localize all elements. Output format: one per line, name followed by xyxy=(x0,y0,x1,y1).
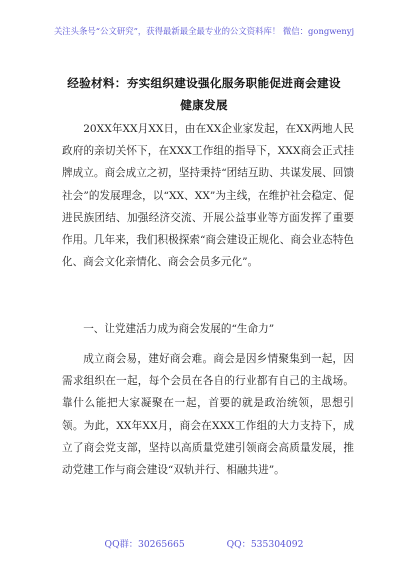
body-paragraph-2: 成立商会易，建好商会难。商会是因乡情聚集到一起，因需求组织在一起，每个会员在各自的行业都有自己的主战场。靠什么能把大家凝聚在一起，首要的就是政治统领，思想引领。为此，XX年XX月，商会在XXX工作组的大力支持下，成立了商会党支部，坚持以高质量党建引领商会高质量发展，推动党建工作与商会建设“双轨并行、相融共进”。 xyxy=(62,353,354,477)
footer-contact xyxy=(0,536,408,550)
body-paragraph-1: 20XX年XX月XX日，由在XX企业家发起，在XX两地人民政府的亲切关怀下，在XXX工作组的指导下，XXX商会正式挂牌成立。商会成立之初，坚持秉持“团结互助、共谋发展、回馈社会”的发展理念，以“XX、XX”为主线，在维护社会稳定、促进民族团结、加强经济交流、开展公益事业等方面发挥了重要作用。几年来，我们积极探索“商会建设正规化、商会业态特色化、商会文化亲情化、商会会员多元化”。 xyxy=(62,123,354,269)
header-promo-note: 关注头条号“公文研究”，获得最新最全最专业的公文资料库！ 微信：gongwenyj xyxy=(53,26,355,36)
footer-qq-contact: QQ：535304092 xyxy=(226,539,304,550)
section-heading-1: 一、让党建活力成为商会发展的“生命力” xyxy=(83,323,275,335)
intro-section xyxy=(62,118,354,273)
footer-qq-group: QQ群：30265665 xyxy=(104,539,185,550)
section-1-body xyxy=(62,348,354,481)
document-title: 经验材料：夯实组织建设强化服务职能促进商会建设健康发展 xyxy=(67,76,341,112)
